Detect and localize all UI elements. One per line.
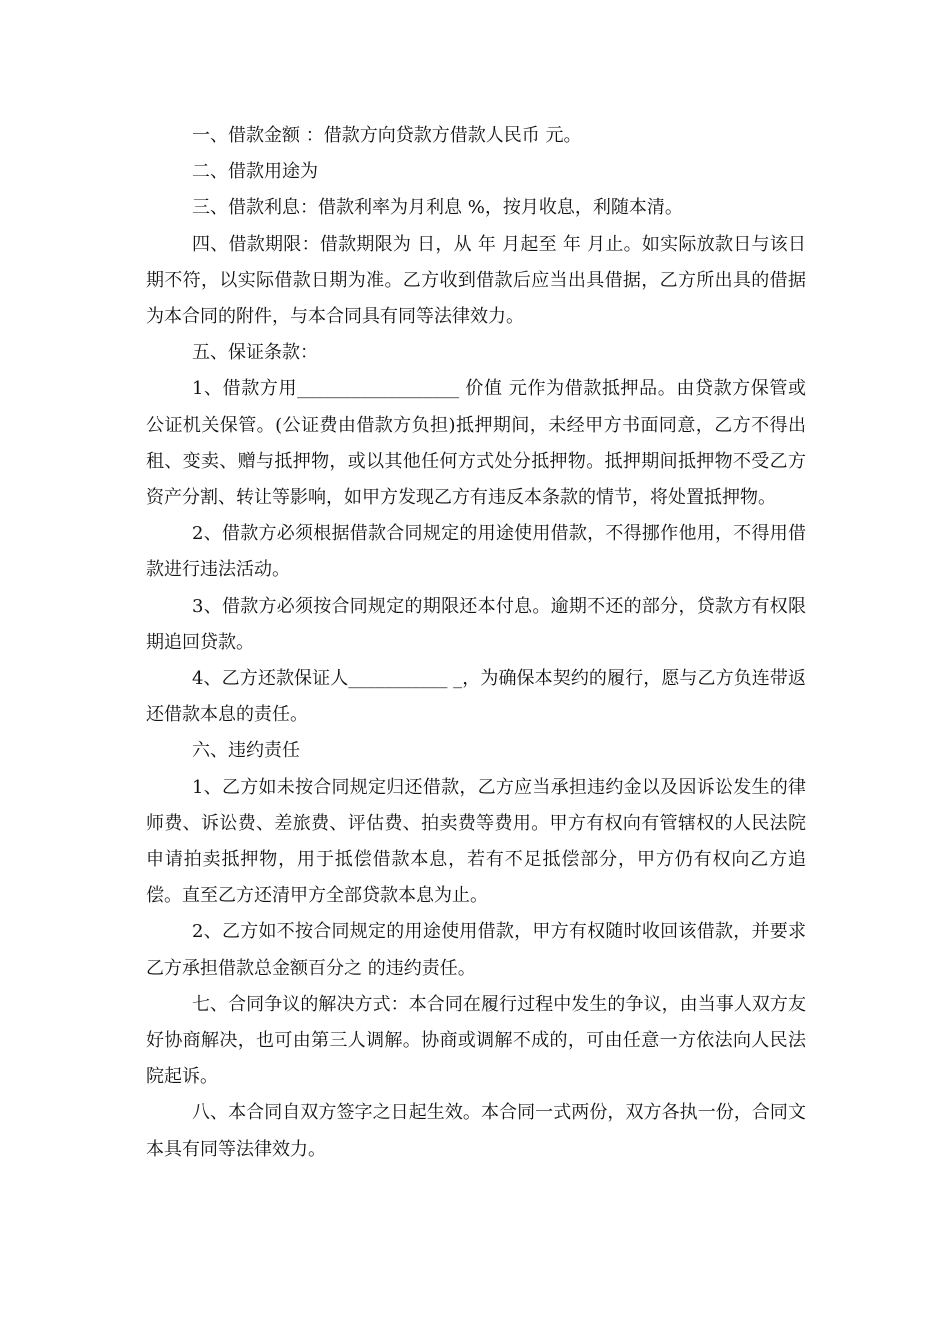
liability-item-1: 1、乙方如未按合同规定归还借款，乙方应当承担违约金以及因诉讼发生的律师费、诉讼费、差旅费、评估费、拍卖费等费用。甲方有权向有管辖权的人民法院申请拍卖抵押物，用于抵偿借款本息，若有不足抵偿部分，甲方仍有权向乙方追偿。直至乙方还清甲方全部贷款本息为止。 (146, 776, 806, 907)
clause-guarantee-heading: 五、保证条款： (192, 342, 318, 364)
clause-loan-purpose: 二、借款用途为 (192, 161, 318, 183)
clause-effectiveness: 八、本合同自双方签字之日起生效。本合同一式两份，双方各执一份，合同文本具有同等法律效力。 (146, 1102, 806, 1160)
guarantee-item-2: 2、借款方必须根据借款合同规定的用途使用借款，不得挪作他用，不得用借款进行违法活动。 (146, 523, 806, 581)
clause-dispute-resolution: 七、合同争议的解决方式：本合同在履行过程中发生的争议，由当事人双方友好协商解决，也可由第三人调解。协商或调解不成的，可由任意一方依法向人民法院起诉。 (146, 993, 806, 1088)
document-body (146, 118, 806, 1168)
guarantee-item-1: 1、借款方用__________________ 价值 元作为借款抵押品。由贷款方保管或公证机关保管。(公证费由借款方负担)抵押期间，未经甲方书面同意，乙方不得出租、变卖、赠与抵押物，或以其他任何方式处分抵押物。抵押期间抵押物不受乙方资产分割、转让等影响，如甲方发现乙方有违反本条款的情节，将处置抵押物。 (146, 378, 806, 509)
guarantee-item-3: 3、借款方必须按合同规定的期限还本付息。逾期不还的部分，贷款方有权限期追回贷款。 (146, 595, 806, 653)
clause-loan-amount: 一、借款金额 ：借款方向贷款方借款人民币 元。 (192, 125, 582, 146)
clause-loan-term: 四、借款期限：借款期限为 日，从 年 月起至 年 月止。如实际放款日与该日期不符，以实际借款日期为准。乙方收到借款后应当出具借据，乙方所出具的借据为本合同的附件，与本合同具有同等法律效力。 (146, 233, 806, 328)
guarantee-item-4: 4、乙方还款保证人___________ _，为确保本契约的履行，愿与乙方负连带返还借款本息的责任。 (146, 668, 806, 726)
liability-item-2: 2、乙方如不按合同规定的用途使用借款，甲方有权随时收回该借款，并要求乙方承担借款总金额百分之 的违约责任。 (146, 921, 806, 979)
clause-loan-interest: 三、借款利息：借款利率为月利息 %，按月收息，利随本清。 (192, 197, 683, 219)
clause-liability-heading: 六、违约责任 (192, 740, 300, 762)
